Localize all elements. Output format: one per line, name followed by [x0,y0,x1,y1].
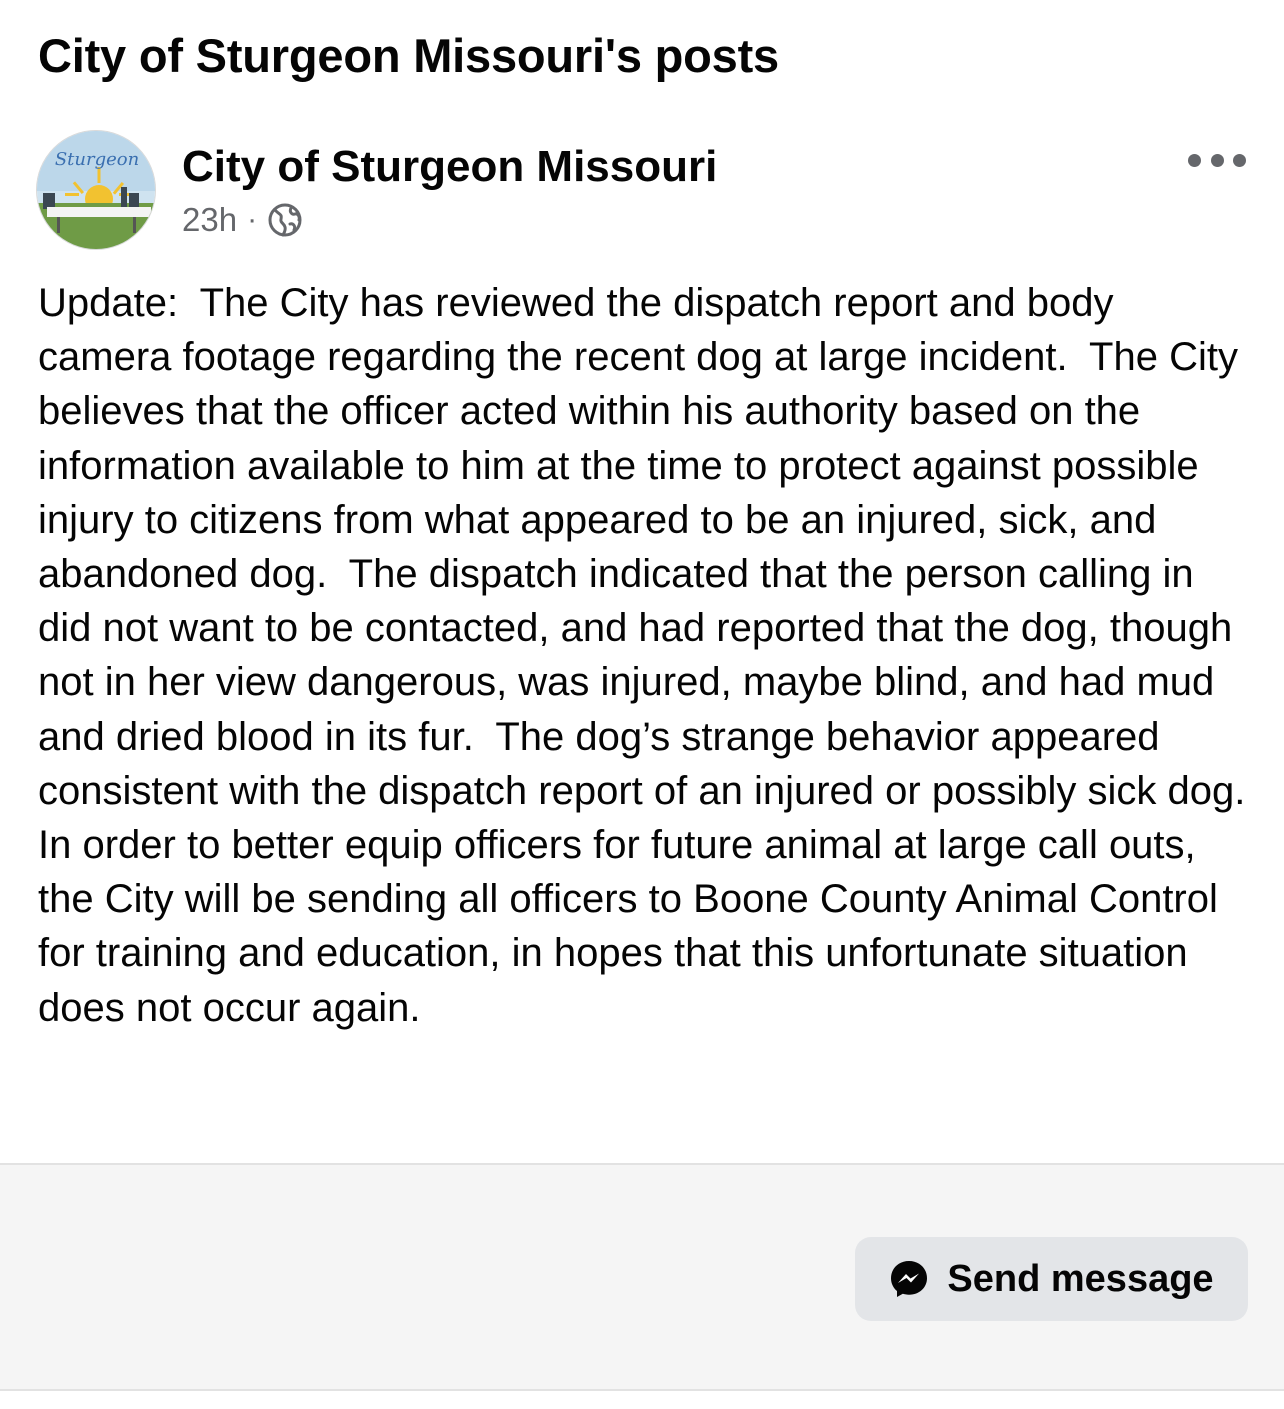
author-name[interactable]: City of Sturgeon Missouri [182,142,718,191]
post-body: Update: The City has reviewed the dispatch report and body camera footage regarding the recent dog at large incident. The City believes that the officer acted within his authority based on the information available to him at the time to protect against possible injury to citizens from what appeared to be an injured, sick, and abandoned dog. The dispatch indicated that the person calling in did not want to be contacted, and had reported that the dog, though not in her view dangerous, was injured, maybe blind, and had mud and dried blood in its fur. The dog’s strange behavior appeared consistent with the dispatch report of an injured or possibly sick dog. In order to better equip officers for future animal at large call outs, the City will be sending all officers to Boone County Animal Control for training and education, in hopes that this unfortunate situation does not occur again. [38,281,1268,1030]
svg-text:Sturgeon: Sturgeon [54,149,140,170]
avatar[interactable] [36,130,156,250]
post-meta [182,200,303,240]
page-title: City of Sturgeon Missouri's posts [38,29,779,82]
send-message-button[interactable] [855,1237,1248,1321]
more-options-button[interactable] [1188,144,1246,176]
more-options-icon [1211,154,1224,167]
post-timestamp[interactable]: 23h [182,201,238,238]
sturgeon-logo-icon [37,131,156,250]
send-message-label: Send message [947,1257,1214,1300]
more-options-icon [1233,154,1246,167]
more-options-icon [1188,154,1201,167]
post-header [36,130,1256,254]
messenger-icon [889,1259,929,1299]
meta-separator: · [247,203,258,236]
globe-icon [267,202,303,238]
footer-area [0,1163,1284,1391]
